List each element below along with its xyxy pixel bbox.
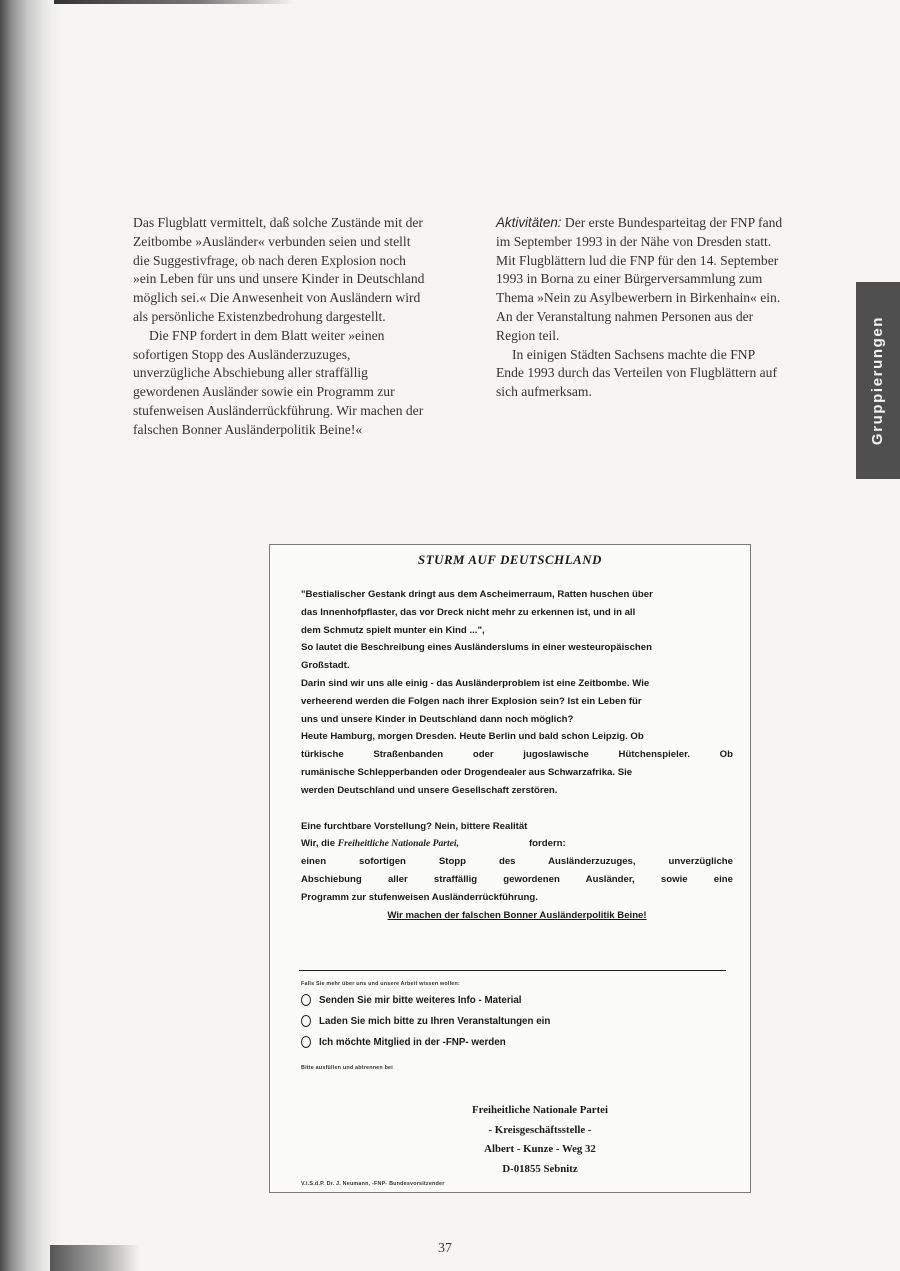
left-paragraph-1: Das Flugblatt vermittelt, daß solche Zustände mit der Zeitbombe »Ausländer« verbunden seien und stellt die Suggestivfrage, ob nach deren Explosion noch »ein Leben für uns und unsere Kinder in Deutschland möglich sei.« Die Anwesenheit von Ausländern wird als persönliche Existenzbedrohung dargestellt. [133, 215, 425, 324]
right-paragraph-1 [496, 214, 784, 346]
bottom-edge-mark [50, 1245, 140, 1271]
flyer-quote-line: dem Schmutz spielt munter ein Kind ...", [301, 624, 485, 636]
address-line: Freiheitliche Nationale Partei [472, 1104, 608, 1116]
flyer-text-line: verheerend werden die Folgen nach ihrer Explosion sein? Ist ein Leben für [301, 695, 642, 707]
option-label: Ich möchte Mitglied in der -FNP- werden [319, 1036, 506, 1048]
flyer-slogan: Wir machen der falschen Bonner Ausländerpolitik Beine! [387, 909, 647, 921]
activities-text: Der erste Bundesparteitag der FNP fand im September 1993 in der Nähe von Dresden statt. Mit Flugblättern lud die FNP für den 14. September 1993 in Borna zu einer Bürgerversammlung zum Thema »Nein zu Asylbewerbern in Birkenhain« ein. An der Veranstaltung nahmen Personen aus der Region teil. [496, 215, 783, 343]
flyer-text-line: uns und unsere Kinder in Deutschland dann noch möglich? [301, 713, 574, 725]
page-gutter-shadow [0, 0, 62, 1271]
flyer-imprint: V.i.S.d.P. Dr. J. Neumann, -FNP- Bundesvorsitzender [301, 1181, 445, 1187]
flyer-quote-line: das Innenhofpflaster, das vor Dreck nicht mehr zu erkennen ist, und in all [301, 606, 636, 618]
option-events[interactable] [301, 1015, 550, 1027]
flyer-body [301, 586, 733, 924]
flyer-text-line: Darin sind wir uns alle einig - das Ausländerproblem ist eine Zeitbombe. Wie [301, 677, 650, 689]
radio-circle-icon[interactable] [301, 994, 311, 1006]
demand-verb: fordern: [528, 838, 566, 850]
section-tab-label: Gruppierungen [869, 315, 887, 446]
flyer-reproduction [269, 544, 751, 1193]
flyer-quote-line: "Bestialischer Gestank dringt aus dem Ascheimerraum, Ratten huschen über [301, 589, 653, 600]
radio-circle-icon[interactable] [301, 1015, 311, 1027]
flyer-vorstellung-line: Eine furchtbare Vorstellung? Nein, bittere Realität [301, 820, 528, 832]
page-number: 37 [438, 1241, 452, 1256]
party-address [440, 1101, 640, 1179]
option-label: Laden Sie mich bitte zu Ihren Veranstaltungen ein [319, 1015, 551, 1027]
flyer-demand-line: Abschiebung aller straffällig gewordenen Ausländer, sowie eine [301, 873, 733, 885]
flyer-text-line: So lautet die Beschreibung eines Ausländerslums in einer westeuropäischen [301, 642, 652, 654]
address-line: - Kreisgeschäftsstelle - [488, 1123, 592, 1136]
flyer-text-line: Großstadt. [301, 660, 350, 672]
flyer-text-line: rumänische Schlepperbanden oder Drogendealer aus Schwarzafrika. Sie [301, 766, 633, 778]
section-tab [856, 282, 900, 479]
flyer-demand-line: einen sofortigen Stopp des Ausländerzuzuges, unverzügliche [301, 856, 733, 868]
fine-print-top: Falls Sie mehr über uns und unsere Arbeit wissen wollen: [301, 981, 460, 987]
activities-keyword: Aktivitäten: [496, 215, 562, 230]
option-membership[interactable] [301, 1036, 506, 1048]
left-paragraph-2: Die FNP fordert in dem Blatt weiter »einen sofortigen Stopp des Ausländerzuzuges, unverzügliche Abschiebung aller straffällig gewordenen Ausländer sowie ein Programm zur stufenweisen Ausländerrückführung. Wir machen der falschen Bonner Ausländerpolitik Beine!« [133, 327, 424, 437]
fine-print-bottom: Bitte ausfüllen und abtrennen bei [301, 1065, 393, 1071]
flyer-demand-line: Programm zur stufenweisen Ausländerrückführung. [301, 891, 538, 903]
radio-circle-icon[interactable] [301, 1036, 311, 1048]
address-line: D-01855 Sebnitz [502, 1162, 578, 1175]
address-line: Albert - Kunze - Weg 32 [484, 1143, 596, 1155]
left-text-column [133, 214, 428, 440]
flyer-demand-intro [301, 835, 733, 853]
right-paragraph-2: In einigen Städten Sachsens machte die FNP Ende 1993 durch das Verteilen von Flugblättern auf sich aufmerksam. [496, 346, 777, 400]
flyer-text-line: Heute Hamburg, morgen Dresden. Heute Berlin und bald schon Leipzig. Ob [301, 731, 644, 743]
flyer-title: STURM AUF DEUTSCHLAND [418, 553, 602, 567]
right-text-column [496, 214, 784, 402]
option-label: Senden Sie mir bitte weiteres Info - Material [319, 994, 522, 1006]
option-info-material[interactable] [301, 994, 522, 1006]
top-edge-mark [54, 0, 294, 4]
demand-prefix: Wir, die [301, 838, 336, 850]
flyer-text-line: werden Deutschland und unsere Gesellschaft zerstören. [301, 784, 558, 796]
flyer-text-line: türkische Straßenbanden oder jugoslawische Hütchenspieler. Ob [301, 749, 733, 761]
flyer-divider [299, 970, 726, 971]
party-name: Freiheitliche Nationale Partei, [337, 838, 459, 850]
